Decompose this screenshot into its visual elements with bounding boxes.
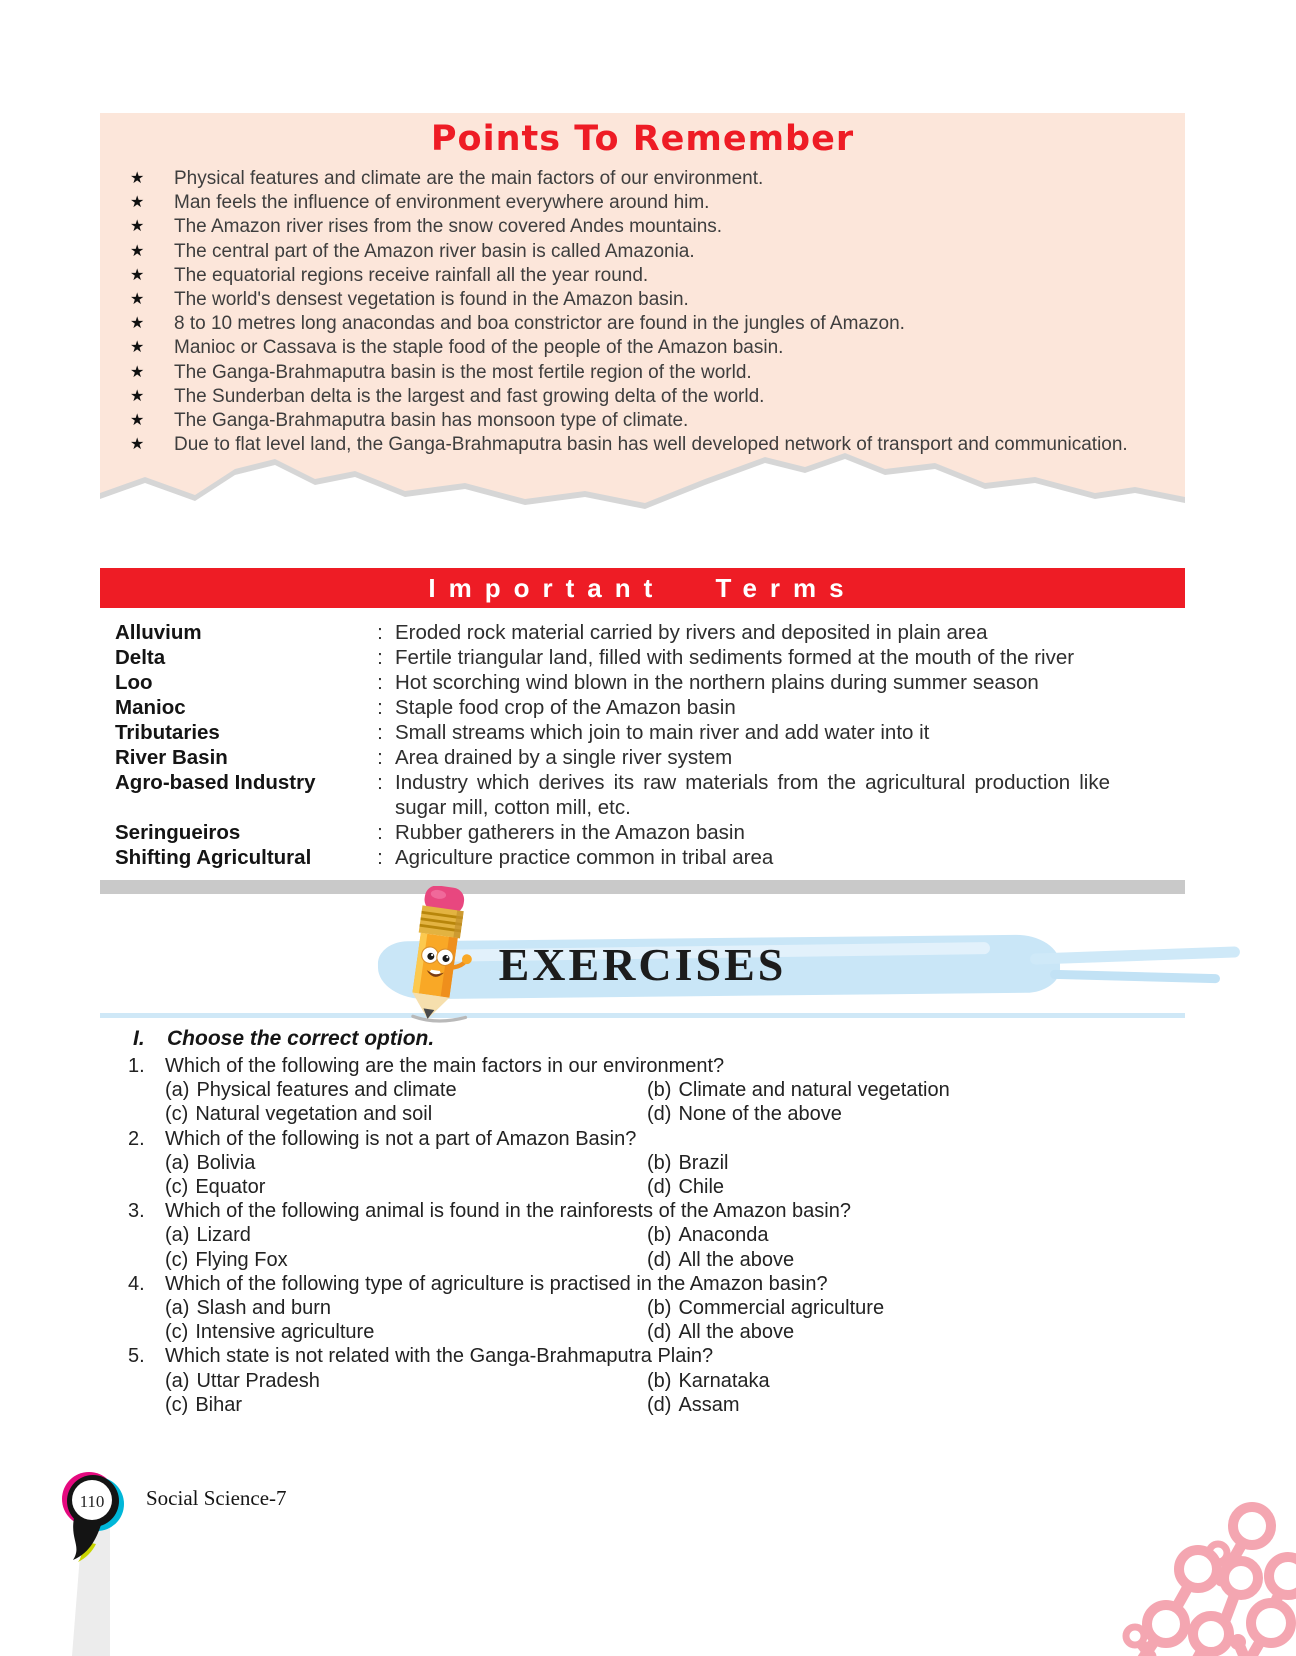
term-row — [100, 820, 1185, 845]
star-bullet-icon: ★ — [130, 339, 145, 357]
options-grid — [100, 1296, 1185, 1344]
option-item — [647, 1320, 1185, 1344]
point-text: 8 to 10 metres long anacondas and boa constrictor are found in the jungles of Amazon. — [174, 313, 905, 335]
term-name: River Basin — [115, 746, 228, 769]
option-item — [647, 1393, 1185, 1417]
option-item — [647, 1248, 1185, 1272]
term-definition: Fertile triangular land, filled with sediments formed at the mouth of the river — [395, 646, 1075, 669]
option-text: Bihar — [195, 1393, 243, 1416]
point-item — [126, 312, 1159, 336]
point-text: The world's densest vegetation is found in the Amazon basin. — [174, 289, 689, 311]
option-item — [165, 1151, 647, 1175]
option-label: (d) — [647, 1176, 672, 1199]
options-grid — [100, 1369, 1185, 1417]
term-colon: : — [377, 846, 383, 869]
term-colon: : — [377, 746, 383, 769]
point-text: Manioc or Cassava is the staple food of the people of the Amazon basin. — [174, 337, 784, 359]
star-bullet-icon: ★ — [130, 387, 145, 405]
option-item — [165, 1320, 647, 1344]
star-bullet-icon: ★ — [130, 315, 145, 333]
point-item — [126, 215, 1159, 239]
option-label: (d) — [647, 1103, 672, 1126]
pencil-mascot-icon — [382, 886, 492, 1024]
point-text: The Sunderban delta is the largest and fast growing delta of the world. — [174, 385, 765, 407]
blue-rule — [100, 1013, 1185, 1018]
points-list — [126, 167, 1159, 457]
term-definition: Area drained by a single river system — [395, 746, 733, 769]
point-text: Physical features and climate are the main factors of our environment. — [174, 168, 764, 189]
term-definition: Hot scorching wind blown in the northern plains during summer season — [395, 671, 1039, 694]
star-bullet-icon: ★ — [130, 412, 145, 430]
torn-paper-edge — [100, 445, 1185, 520]
important-terms-banner — [100, 568, 1185, 608]
option-item — [647, 1296, 1185, 1320]
option-label: (c) — [165, 1248, 189, 1271]
point-text: The Ganga-Brahmaputra basin has monsoon type of climate. — [174, 410, 689, 432]
points-to-remember-panel — [100, 113, 1185, 520]
option-text: Brazil — [678, 1151, 729, 1174]
option-text: Intensive agriculture — [195, 1321, 375, 1344]
point-text: The equatorial regions receive rainfall all the year round. — [174, 264, 649, 286]
questions-list — [100, 1054, 1185, 1417]
question-text: Which of the following type of agriculture is practised in the Amazon basin? — [165, 1272, 828, 1295]
term-row — [100, 645, 1185, 670]
question-row — [100, 1199, 1185, 1272]
star-bullet-icon: ★ — [130, 266, 145, 284]
term-name: Alluvium — [115, 621, 202, 644]
option-label: (b) — [647, 1369, 672, 1392]
option-text: Assam — [678, 1393, 740, 1416]
term-colon: : — [377, 771, 383, 794]
term-name: Manioc — [115, 696, 186, 719]
term-definition: Rubber gatherers in the Amazon basin — [395, 821, 745, 844]
options-grid — [100, 1223, 1185, 1271]
term-colon: : — [377, 621, 383, 644]
star-bullet-icon: ★ — [130, 363, 145, 381]
option-label: (b) — [647, 1079, 672, 1102]
option-item — [165, 1248, 647, 1272]
term-name: Loo — [115, 671, 153, 694]
point-item — [126, 385, 1159, 409]
term-colon: : — [377, 721, 383, 744]
option-item — [165, 1102, 647, 1126]
term-name: Agro-based Industry — [115, 771, 316, 794]
section-title: Choose the correct option. — [167, 1027, 435, 1050]
exercises-header — [100, 894, 1185, 1026]
option-text: Anaconda — [678, 1224, 769, 1247]
point-text: The Amazon river rises from the snow covered Andes mountains. — [174, 216, 723, 238]
point-item — [126, 288, 1159, 312]
term-name: Delta — [115, 646, 166, 669]
term-name: Tributaries — [115, 721, 220, 744]
term-colon: : — [377, 696, 383, 719]
term-row — [100, 670, 1185, 695]
term-colon: : — [377, 671, 383, 694]
option-item — [647, 1078, 1185, 1102]
option-item — [165, 1393, 647, 1417]
option-label: (d) — [647, 1321, 672, 1344]
options-grid — [100, 1078, 1185, 1126]
page-number-badge — [56, 1470, 132, 1580]
point-item — [126, 264, 1159, 288]
point-item — [126, 336, 1159, 360]
option-label: (c) — [165, 1393, 189, 1416]
option-label: (a) — [165, 1151, 190, 1174]
option-label: (c) — [165, 1176, 189, 1199]
term-name: Seringueiros — [115, 821, 241, 844]
terms-table — [100, 620, 1185, 870]
question-text: Which state is not related with the Ganga-Brahmaputra Plain? — [165, 1345, 714, 1368]
option-item — [647, 1102, 1185, 1126]
option-text: Climate and natural vegetation — [678, 1079, 950, 1102]
option-item — [647, 1175, 1185, 1199]
option-item — [647, 1151, 1185, 1175]
section-heading — [100, 1026, 1185, 1052]
option-label: (d) — [647, 1393, 672, 1416]
option-label: (b) — [647, 1297, 672, 1320]
option-text: Flying Fox — [195, 1248, 288, 1271]
option-label: (b) — [647, 1151, 672, 1174]
term-row — [100, 620, 1185, 645]
question-number: 5. — [128, 1345, 145, 1368]
term-row — [100, 770, 1185, 820]
page-content — [100, 113, 1185, 1417]
question-text: Which of the following is not a part of Amazon Basin? — [165, 1127, 637, 1150]
option-label: (a) — [165, 1079, 190, 1102]
option-text: Physical features and climate — [196, 1079, 457, 1102]
term-row — [100, 845, 1185, 870]
option-text: Bolivia — [196, 1151, 256, 1174]
term-definition: Small streams which join to main river and add water into it — [395, 721, 930, 744]
question-row — [100, 1344, 1185, 1417]
important-terms-title: Important Terms — [428, 572, 857, 603]
star-bullet-icon: ★ — [130, 291, 145, 309]
question-row — [100, 1054, 1185, 1127]
option-label: (c) — [165, 1103, 189, 1126]
question-number: 4. — [128, 1272, 145, 1295]
option-item — [647, 1369, 1185, 1393]
option-item — [165, 1175, 647, 1199]
option-label: (c) — [165, 1321, 189, 1344]
section-number: I. — [133, 1027, 145, 1050]
option-label: (a) — [165, 1369, 190, 1392]
term-colon: : — [377, 646, 383, 669]
question-row — [100, 1127, 1185, 1200]
point-item — [126, 361, 1159, 385]
option-text: Commercial agriculture — [678, 1297, 885, 1320]
option-label: (a) — [165, 1297, 190, 1320]
option-label: (a) — [165, 1224, 190, 1247]
points-title: Points To Remember — [430, 119, 855, 159]
term-row — [100, 745, 1185, 770]
point-text: The central part of the Amazon river basin is called Amazonia. — [174, 240, 695, 262]
option-text: Slash and burn — [196, 1297, 331, 1320]
question-text: Which of the following animal is found in the rainforests of the Amazon basin? — [165, 1200, 851, 1223]
option-item — [165, 1369, 647, 1393]
point-item — [126, 167, 1159, 191]
options-grid — [100, 1151, 1185, 1199]
option-text: Lizard — [196, 1224, 251, 1247]
point-text: Due to flat level land, the Ganga-Brahmaputra basin has well developed network of transport and communication. — [174, 434, 1128, 456]
star-bullet-icon: ★ — [130, 170, 145, 187]
star-bullet-icon: ★ — [130, 218, 145, 236]
option-text: All the above — [678, 1248, 795, 1271]
point-item — [126, 191, 1159, 215]
star-bullet-icon: ★ — [130, 436, 145, 454]
term-definition: Industry which derives its raw materials from the agricultural production like sugar mill, cotton mill, etc. — [395, 771, 1110, 819]
term-definition: Eroded rock material carried by rivers and deposited in plain area — [395, 621, 988, 644]
term-name: Shifting Agricultural — [115, 846, 312, 869]
star-bullet-icon: ★ — [130, 242, 145, 260]
question-number: 2. — [128, 1127, 145, 1150]
option-item — [165, 1223, 647, 1247]
question-text: Which of the following are the main factors in our environment? — [165, 1055, 725, 1077]
star-bullet-icon: ★ — [130, 194, 145, 212]
option-text: All the above — [678, 1321, 795, 1344]
question-row — [100, 1272, 1185, 1345]
term-definition: Agriculture practice common in tribal area — [395, 846, 774, 869]
option-text: Natural vegetation and soil — [195, 1103, 433, 1126]
page-number: 110 — [79, 1492, 105, 1511]
option-text: Equator — [195, 1176, 266, 1199]
question-number: 3. — [128, 1200, 145, 1223]
corner-bubbles-decoration-icon — [1056, 1426, 1296, 1656]
option-item — [165, 1078, 647, 1102]
option-text: Uttar Pradesh — [196, 1369, 320, 1392]
option-text: Karnataka — [678, 1369, 770, 1392]
point-item — [126, 409, 1159, 433]
term-row — [100, 695, 1185, 720]
option-text: Chile — [678, 1176, 725, 1199]
point-item — [126, 240, 1159, 264]
exercises-title: EXERCISES — [498, 939, 787, 990]
option-label: (d) — [647, 1248, 672, 1271]
option-item — [165, 1296, 647, 1320]
option-text: None of the above — [678, 1103, 842, 1126]
point-text: The Ganga-Brahmaputra basin is the most fertile region of the world. — [174, 361, 752, 383]
point-text: Man feels the influence of environment everywhere around him. — [174, 192, 710, 214]
option-item — [647, 1223, 1185, 1247]
book-title: Social Science-7 — [146, 1486, 287, 1510]
question-number: 1. — [128, 1055, 145, 1077]
option-label: (b) — [647, 1224, 672, 1247]
term-row — [100, 720, 1185, 745]
term-colon: : — [377, 821, 383, 844]
section-divider — [100, 880, 1185, 894]
term-definition: Staple food crop of the Amazon basin — [395, 696, 736, 719]
